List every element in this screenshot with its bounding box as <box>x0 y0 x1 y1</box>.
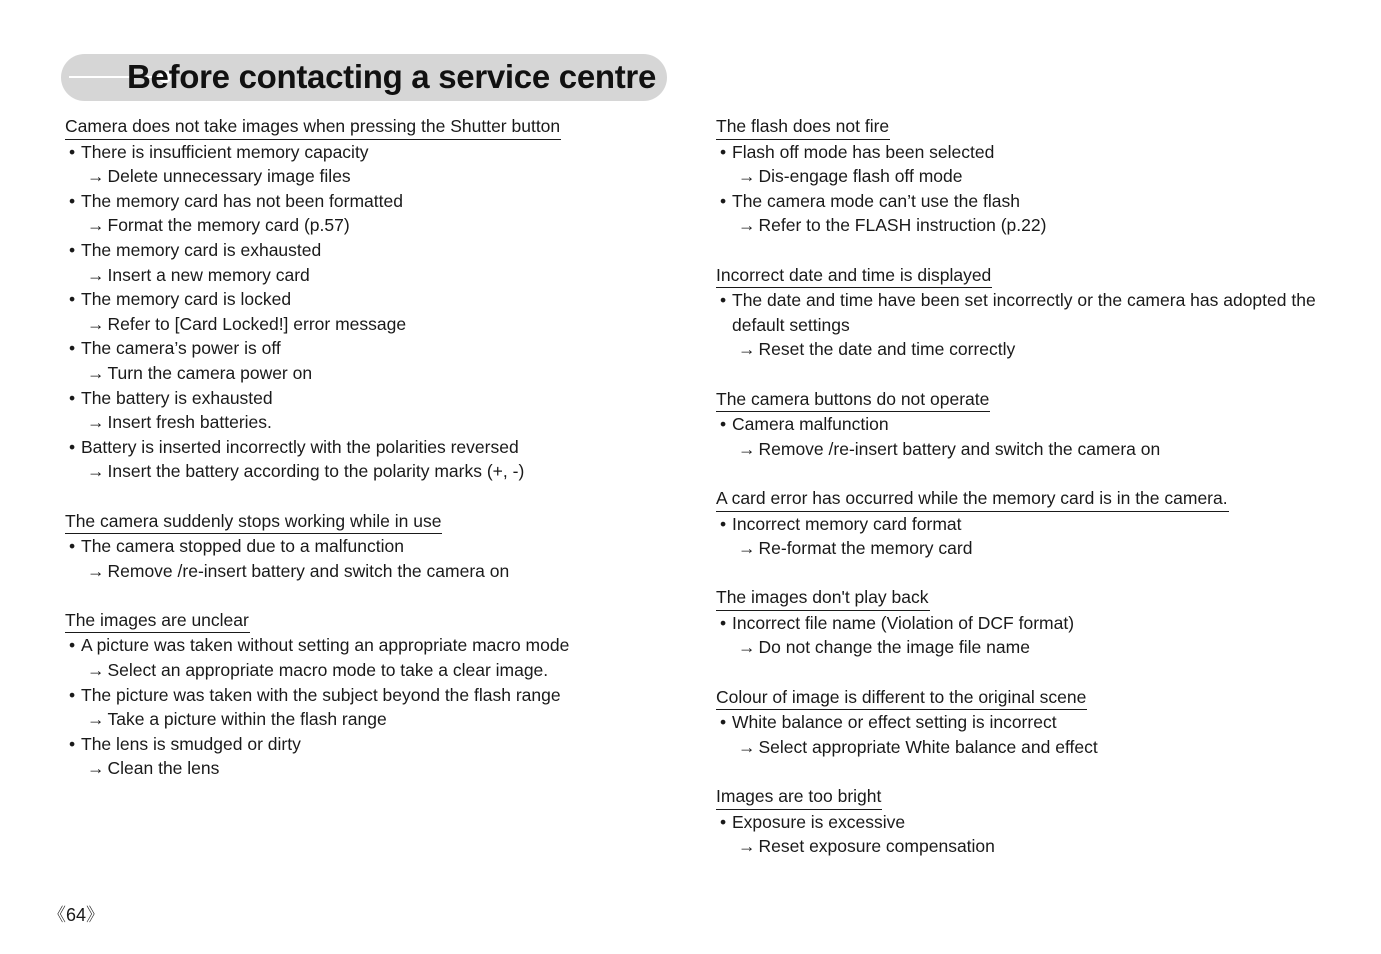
remedy-text: Insert the battery according to the polarity marks (+, -) <box>107 461 525 482</box>
section-heading: Incorrect date and time is displayed <box>716 263 992 289</box>
remedy-item <box>65 658 665 683</box>
remedy-item <box>65 559 665 584</box>
cause-item <box>65 732 665 757</box>
bullet-icon: • <box>69 635 76 656</box>
remedy-text: Turn the camera power on <box>107 362 313 383</box>
remedy-item <box>716 735 1316 760</box>
bullet-icon: • <box>720 290 727 311</box>
remedy-item <box>65 410 665 435</box>
cause-item <box>65 435 665 460</box>
cause-text: Battery is inserted incorrectly with the polarities reversed <box>81 436 519 457</box>
cause-item <box>716 710 1316 735</box>
section-heading: The images don't play back <box>716 585 930 611</box>
cause-text: Camera malfunction <box>732 414 889 435</box>
troubleshooting-section <box>716 486 1316 561</box>
bullet-icon: • <box>720 414 727 435</box>
page-title: Before contacting a service centre <box>127 58 657 95</box>
bullet-icon: • <box>69 684 76 705</box>
remedy-item <box>65 361 665 386</box>
arrow-right-icon: → <box>87 461 105 482</box>
bullet-icon: • <box>69 387 76 408</box>
arrow-right-icon: → <box>738 166 756 187</box>
remedy-item <box>65 213 665 238</box>
arrow-right-icon: → <box>738 836 756 857</box>
cause-item <box>65 386 665 411</box>
remedy-text: Reset exposure compensation <box>758 836 995 857</box>
cause-text: The battery is exhausted <box>81 387 273 408</box>
remedy-text: Select an appropriate macro mode to take a clear image. <box>107 660 549 681</box>
cause-text: Incorrect file name (Violation of DCF format) <box>732 612 1075 633</box>
arrow-right-icon: → <box>738 339 756 360</box>
cause-text: The camera stopped due to a malfunction <box>81 536 404 557</box>
remedy-text: Insert a new memory card <box>107 264 310 285</box>
bullet-icon: • <box>69 239 76 260</box>
remedy-text: Insert fresh batteries. <box>107 412 272 433</box>
remedy-text: Refer to the FLASH instruction (p.22) <box>758 215 1047 236</box>
cause-item <box>65 287 665 312</box>
arrow-right-icon: → <box>738 736 756 757</box>
remedy-item <box>716 213 1316 238</box>
cause-text: Incorrect memory card format <box>732 513 962 534</box>
troubleshooting-section <box>65 608 665 781</box>
remedy-text: Dis-engage flash off mode <box>758 166 963 187</box>
bullet-icon: • <box>720 141 727 162</box>
cause-text: Flash off mode has been selected <box>732 141 995 162</box>
arrow-right-icon: → <box>738 538 756 559</box>
cause-item <box>716 412 1316 437</box>
cause-text: A picture was taken without setting an appropriate macro mode <box>81 635 570 656</box>
bullet-icon: • <box>69 338 76 359</box>
remedy-text: Reset the date and time correctly <box>758 339 1016 360</box>
remedy-text: Format the memory card (p.57) <box>107 215 350 236</box>
remedy-text: Do not change the image file name <box>758 637 1030 658</box>
remedy-item <box>65 312 665 337</box>
left-column <box>65 114 665 806</box>
remedy-text: Take a picture within the flash range <box>107 709 387 730</box>
troubleshooting-section <box>716 685 1316 760</box>
bullet-icon: • <box>720 612 727 633</box>
bullet-icon: • <box>720 513 727 534</box>
remedy-item <box>65 263 665 288</box>
remedy-text: Remove /re-insert battery and switch the camera on <box>758 438 1161 459</box>
cause-item <box>65 189 665 214</box>
section-heading: The camera suddenly stops working while in use <box>65 509 442 535</box>
arrow-right-icon: → <box>87 709 105 730</box>
cause-item <box>65 140 665 165</box>
arrow-right-icon: → <box>87 313 105 334</box>
arrow-right-icon: → <box>738 637 756 658</box>
cause-text: The lens is smudged or dirty <box>81 733 301 754</box>
cause-text: The picture was taken with the subject beyond the flash range <box>81 684 561 705</box>
section-heading: Images are too bright <box>716 784 882 810</box>
cause-item <box>65 633 665 658</box>
cause-text: The camera’s power is off <box>81 338 281 359</box>
cause-item <box>65 534 665 559</box>
troubleshooting-section <box>716 784 1316 859</box>
cause-item <box>716 810 1316 835</box>
cause-item <box>716 140 1316 165</box>
cause-text: The date and time have been set incorrectly or the camera has adopted the default settings <box>732 290 1316 335</box>
arrow-right-icon: → <box>87 412 105 433</box>
cause-text: There is insufficient memory capacity <box>81 141 369 162</box>
section-heading: The flash does not fire <box>716 114 890 140</box>
title-banner <box>61 54 667 101</box>
remedy-item <box>716 834 1316 859</box>
right-column <box>716 114 1316 883</box>
bullet-icon: • <box>720 811 727 832</box>
bullet-icon: • <box>69 436 76 457</box>
remedy-text: Re-format the memory card <box>758 538 973 559</box>
cause-text: The memory card is exhausted <box>81 239 322 260</box>
remedy-item <box>65 164 665 189</box>
remedy-item <box>716 635 1316 660</box>
cause-item <box>716 611 1316 636</box>
arrow-right-icon: → <box>87 264 105 285</box>
cause-item <box>716 189 1316 214</box>
section-heading: Camera does not take images when pressing the Shutter button <box>65 114 561 140</box>
remedy-item <box>65 459 665 484</box>
cause-text: The memory card has not been formatted <box>81 190 403 211</box>
remedy-item <box>716 164 1316 189</box>
remedy-text: Select appropriate White balance and effect <box>758 736 1098 757</box>
troubleshooting-section <box>716 585 1316 660</box>
arrow-right-icon: → <box>738 215 756 236</box>
remedy-item <box>716 437 1316 462</box>
cause-text: The memory card is locked <box>81 289 292 310</box>
remedy-text: Remove /re-insert battery and switch the camera on <box>107 560 510 581</box>
bullet-icon: • <box>69 536 76 557</box>
arrow-right-icon: → <box>87 215 105 236</box>
page-number: 《64》 <box>48 905 105 925</box>
section-heading: A card error has occurred while the memory card is in the camera. <box>716 486 1229 512</box>
remedy-item <box>65 707 665 732</box>
troubleshooting-section <box>65 114 665 484</box>
cause-text: The camera mode can’t use the flash <box>732 190 1020 211</box>
cause-item <box>65 238 665 263</box>
cause-item <box>65 336 665 361</box>
remedy-item <box>716 536 1316 561</box>
arrow-right-icon: → <box>87 560 105 581</box>
section-heading: The camera buttons do not operate <box>716 387 990 413</box>
section-heading: Colour of image is different to the original scene <box>716 685 1087 711</box>
arrow-right-icon: → <box>738 438 756 459</box>
cause-item <box>716 288 1316 337</box>
cause-item <box>65 683 665 708</box>
cause-text: White balance or effect setting is incorrect <box>732 712 1057 733</box>
bullet-icon: • <box>720 190 727 211</box>
remedy-text: Clean the lens <box>107 758 220 779</box>
section-heading: The images are unclear <box>65 608 250 634</box>
remedy-text: Refer to [Card Locked!] error message <box>107 313 407 334</box>
troubleshooting-section <box>716 387 1316 462</box>
bullet-icon: • <box>69 141 76 162</box>
troubleshooting-section <box>716 114 1316 238</box>
arrow-right-icon: → <box>87 660 105 681</box>
bullet-icon: • <box>69 190 76 211</box>
arrow-right-icon: → <box>87 362 105 383</box>
remedy-item <box>65 756 665 781</box>
arrow-right-icon: → <box>87 758 105 779</box>
troubleshooting-section <box>716 263 1316 362</box>
remedy-item <box>716 337 1316 362</box>
bullet-icon: • <box>69 733 76 754</box>
remedy-text: Delete unnecessary image files <box>107 166 351 187</box>
bullet-icon: • <box>720 712 727 733</box>
cause-item <box>716 512 1316 537</box>
bullet-icon: • <box>69 289 76 310</box>
cause-text: Exposure is excessive <box>732 811 906 832</box>
arrow-right-icon: → <box>87 166 105 187</box>
troubleshooting-section <box>65 509 665 584</box>
